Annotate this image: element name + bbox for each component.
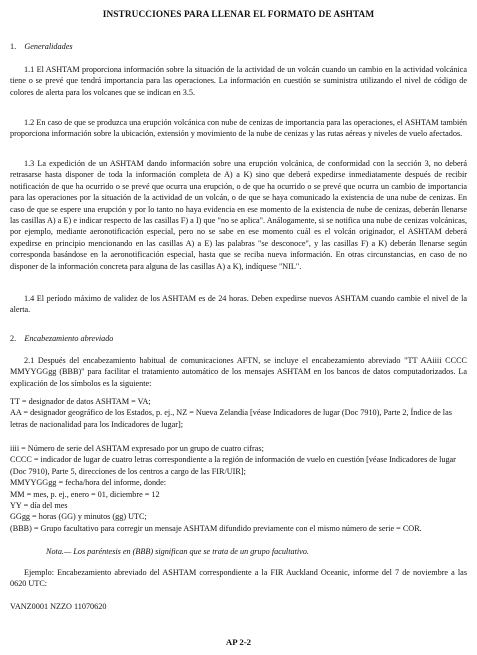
note: Nota.— Los paréntesis en (BBB) significan que se trata de un grupo facultativo. [46,547,309,556]
definition-iiii: iiii = Número de serie del ASHTAM expresado por un grupo de cuatro cifras; [10,444,264,453]
section-2-title: Encabezamiento abreviado [24,334,114,343]
example: Ejemplo: Encabezamiento abreviado del ASHTAM correspondiente a la FIR Auckland Oceanic, informe del 7 de noviembre a las 0620 UTC: [10,568,467,589]
example-code: VANZ0001 NZZO 11070620 [10,602,107,611]
paragraph-2-1: 2.1 Después del encabezamiento habitual de comunicaciones AFTN, se incluye el encabezamiento abreviado "TT AAiiii CCCC MMYYGGgg (BBB)" para facilitar el tratamiento automático de los mensajes ASHTAM en los bancos de datos computadorizados. La explicación de los símbolos es la siguiente: [10,356,467,388]
paragraph-1-2: 1.2 En caso de que se produzca una erupción volcánica con nube de cenizas de importancia para las operaciones, el ASHTAM también proporciona información sobre la ubicación, extensión y movimiento de la nube de cenizas y las rutas aéreas y niveles de vuelo afectados. [10,118,467,139]
section-1-heading [10,41,467,52]
definition-yy: YY = día del mes [10,501,68,511]
paragraph-1-1: 1.1 El ASHTAM proporciona información sobre la situación de la actividad de un volcán cuando un cambio en la actividad volcánica tiene o se prevé que tendrá importancia para las operaciones. La información en cuestión se suministra utilizando el nivel de código de colores de alerta para los volcanes que se indican en 3.5. [10,65,467,97]
definitions-group-a [10,396,467,430]
section-1-number: 1. [10,42,17,51]
definitions-group-b [10,443,467,534]
section-2-heading [10,333,467,344]
page-title: INSTRUCCIONES PARA LLENAR EL FORMATO DE ASHTAM [102,10,375,20]
definition-cccc: CCCC = indicador de lugar de cuatro letras correspondiente a la región de información de vuelo en cuestión [véase Indicadores de lugar (Doc 7910), Parte 5, direcciones de los centros a cargo de las FIR/UIR]; [10,455,456,476]
section-1-title: Generalidades [24,42,73,51]
paragraph-1-4: 1.4 El período máximo de validez de los ASHTAM es de 24 horas. Deben expedirse nuevos ASHTAM cuando cambie el nivel de la alerta. [10,294,467,315]
definition-gggg: GGgg = horas (GG) y minutos (gg) UTC; [10,512,147,522]
definition-mm: MM = mes, p. ej., enero = 01, diciembre = 12 [10,489,160,499]
paragraph-1-3: 1.3 La expedición de un ASHTAM dando información sobre una erupción volcánica, de conformidad con la sección 3, no deberá retrasarse hasta disponer de toda la información completa de A) a K) sino que deberá expedirse inmediatamente después de recibir notificación de que ha ocurrido o se prevé que ocurra una erupción, o de que ha ocurrido o se prevé que ocurra un cambio de importancia para las operaciones por la situación de la actividad de un volcán, o de que se haya comunicado la existencia de una nube de cenizas. En caso de que se espere una erupción y por lo tanto no haya evidencia en ese momento de la existencia de nube de cenizas, deberán llenarse las casillas A) a E) e indicar respecto de las casillas F) a I) que "no se aplica". Análogamente, si se notifica una nube de cenizas volcánicas, por ejemplo, mediante aeronotificación especial, pero no se sabe en ese momento cuál es el volcán originador, el ASHTAM deberá expedirse en principio mencionando en las casillas A) a E) las palabras "se desconoce", y las casillas F) a K) deberán llenarse según corresponda basándose en la aeronotificación especial, hasta que se reciba nueva información. En otras circunstancias, en caso de no disponer de la información concreta para alguna de las casillas A) a K), indíquese "NIL". [10,159,467,271]
definition-aa: AA = designador geográfico de los Estados, p. ej., NZ = Nueva Zelandia [véase Indicadores de lugar (Doc 7910), Parte 2, Índice de las letras de nacionalidad para los Indicadores de lugar]; [10,408,452,429]
definition-tt: TT = designador de datos ASHTAM = VA; [10,397,151,406]
definition-mmyyggggg: MMYYGGgg = fecha/hora del informe, donde: [10,478,167,488]
section-2-number: 2. [10,334,17,343]
definition-bbb: (BBB) = Grupo facultativo para corregir un mensaje ASHTAM difundido previamente con el mismo número de serie = COR. [10,523,422,533]
page-number: AP 2-2 [225,637,252,647]
